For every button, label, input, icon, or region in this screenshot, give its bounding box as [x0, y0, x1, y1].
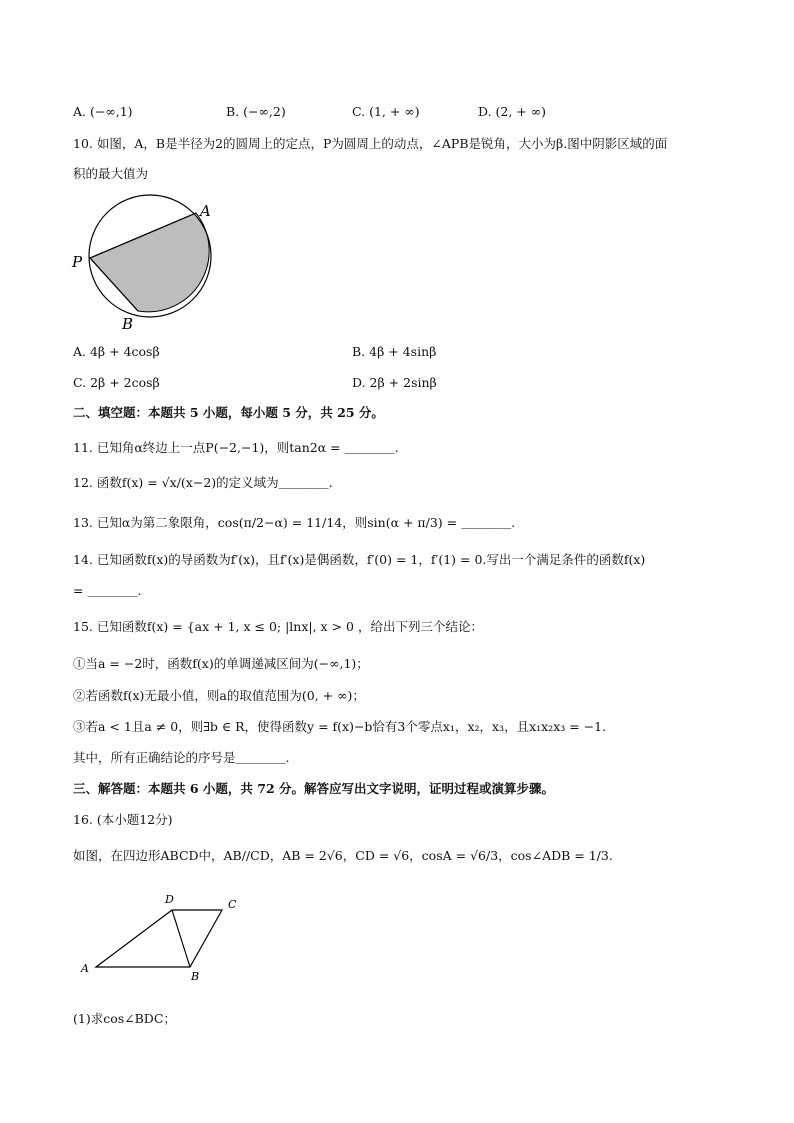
- q14-text-line1: 14. 已知函数f(x)的导函数为f′(x)，且f′(x)是偶函数，f′(0) = 1，f′(1) = 0.写出一个满足条件的函数f(x): [73, 552, 646, 567]
- q10-option-d: D. 2β + 2sinβ: [352, 375, 437, 390]
- q12-text: 12. 函数f(x) = √x/(x−2)的定义域为＿＿＿＿.: [73, 475, 333, 490]
- q10-text-line2: 积的最大值为: [73, 166, 149, 181]
- quadrilateral-abcd: [96, 910, 222, 967]
- label-b: B: [122, 315, 134, 333]
- q15-conclusion-1: ①当a = −2时，函数f(x)的单调递减区间为(−∞,1)；: [73, 656, 369, 671]
- q16-part1: (1)求cos∠BDC；: [73, 1011, 176, 1026]
- q9-option-a: A. (−∞,1): [73, 104, 133, 119]
- q10-option-a: A. 4β + 4cosβ: [73, 344, 160, 359]
- q16-title: 16. (本小题12分): [73, 812, 173, 827]
- q15-ask: 其中，所有正确结论的序号是＿＿＿＿.: [73, 750, 290, 765]
- q16-quadrilateral-figure: [76, 888, 246, 984]
- q9-option-c: C. (1, + ∞): [352, 104, 420, 119]
- q10-option-c: C. 2β + 2cosβ: [73, 375, 160, 390]
- q9-option-b: B. (−∞,2): [226, 104, 286, 119]
- q15-conclusion-2: ②若函数f(x)无最小值，则a的取值范围为(0, + ∞)；: [73, 688, 365, 703]
- label-d: D: [165, 893, 174, 906]
- shaded-region: [90, 213, 209, 312]
- q14-text-line2: = ＿＿＿＿.: [73, 583, 142, 598]
- q10-option-b: B. 4β + 4sinβ: [352, 344, 437, 359]
- label-a: A: [81, 962, 89, 975]
- section2-header: 二、填空题：本题共 5 小题，每小题 5 分，共 25 分。: [73, 405, 384, 420]
- label-c: C: [228, 898, 237, 911]
- section3-header: 三、解答题：本题共 6 小题，共 72 分。解答应写出文字说明，证明过程或演算步骤。: [73, 781, 555, 796]
- label-a: A: [200, 202, 211, 220]
- q15-conclusion-3: ③若a < 1且a ≠ 0，则∃b ∈ R，使得函数y = f(x)−b恰有3个零点x₁，x₂，x₃，且x₁x₂x₃ = −1.: [73, 719, 607, 734]
- q11-text: 11. 已知角α终边上一点P(−2,−1)，则tan2α = ＿＿＿＿.: [73, 440, 399, 455]
- q10-text-line1: 10. 如图，A，B是半径为2的圆周上的定点，P为圆周上的动点，∠APB是锐角，大小为β.图中阴影区域的面: [73, 136, 668, 151]
- label-p: P: [72, 253, 83, 271]
- diagonal-db: [172, 910, 190, 967]
- q9-option-d: D. (2, + ∞): [478, 104, 547, 119]
- q16-text: 如图，在四边形ABCD中，AB//CD，AB = 2√6，CD = √6，cosA = √6/3，cos∠ADB = 1/3.: [73, 848, 613, 863]
- q10-circle-figure: [70, 192, 230, 334]
- label-b: B: [191, 970, 200, 983]
- q13-text: 13. 已知α为第二象限角，cos(π/2−α) = 11/14，则sin(α + π/3) = ＿＿＿＿.: [73, 515, 516, 530]
- q15-intro: 15. 已知函数f(x) = {ax + 1, x ≤ 0; |lnx|, x > 0 ，给出下列三个结论：: [73, 619, 483, 634]
